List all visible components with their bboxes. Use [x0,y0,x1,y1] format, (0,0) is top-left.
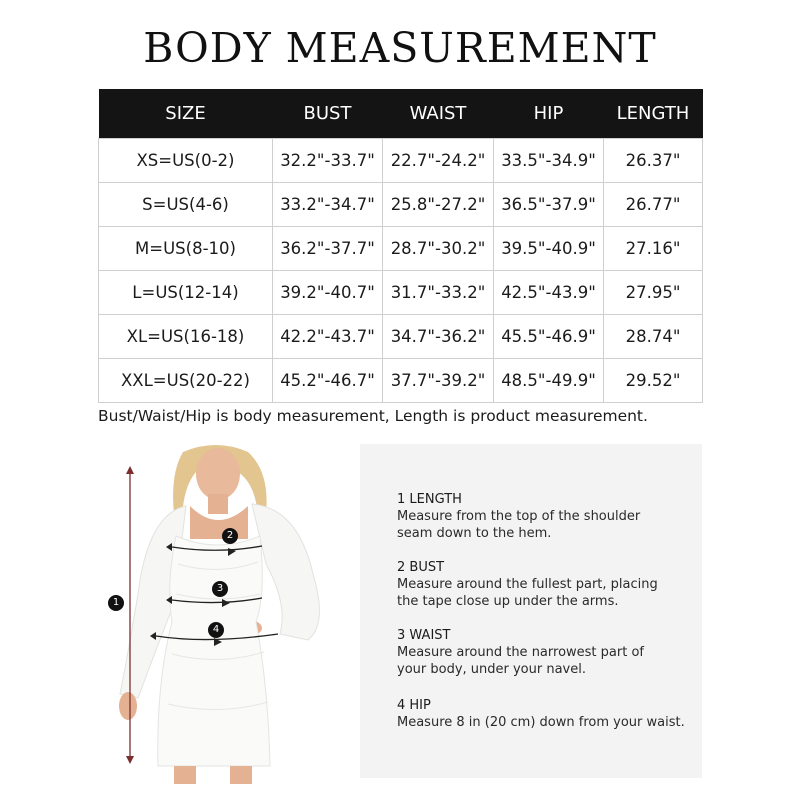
step-bust [397,559,697,610]
dress-illustration [98,444,360,784]
step-desc-line: Measure around the narrowest part of [397,645,644,660]
cell-length: 27.95" [604,271,703,315]
step-desc-line: the tape close up under the arms. [397,594,619,609]
cell-waist: 25.8"-27.2" [383,183,494,227]
cell-hip: 33.5"-34.9" [494,139,604,183]
cell-bust: 33.2"-34.7" [273,183,383,227]
header-length: LENGTH [604,89,703,139]
table-row [99,315,703,359]
header-hip: HIP [494,89,604,139]
marker-2-badge: 2 [222,528,238,544]
step-waist [397,627,697,678]
step-title: 4 HIP [397,698,431,713]
cell-bust: 45.2"-46.7" [273,359,383,403]
step-desc-line: Measure around the fullest part, placing [397,577,658,592]
cell-bust: 39.2"-40.7" [273,271,383,315]
measurement-note: Bust/Waist/Hip is body measurement, Length is product measurement. [98,407,648,425]
cell-hip: 39.5"-40.9" [494,227,604,271]
cell-length: 26.77" [604,183,703,227]
cell-hip: 42.5"-43.9" [494,271,604,315]
cell-size: XXL=US(20-22) [99,359,273,403]
cell-waist: 34.7"-36.2" [383,315,494,359]
cell-size: S=US(4-6) [99,183,273,227]
cell-waist: 28.7"-30.2" [383,227,494,271]
cell-size: L=US(12-14) [99,271,273,315]
table-row [99,183,703,227]
table-header-row [99,89,703,139]
step-title: 1 LENGTH [397,492,462,507]
table-row [99,359,703,403]
marker-1-badge: 1 [108,595,124,611]
header-waist: WAIST [383,89,494,139]
cell-waist: 22.7"-24.2" [383,139,494,183]
cell-length: 28.74" [604,315,703,359]
marker-3-badge: 3 [212,581,228,597]
cell-waist: 31.7"-33.2" [383,271,494,315]
cell-hip: 36.5"-37.9" [494,183,604,227]
cell-length: 29.52" [604,359,703,403]
cell-size: XS=US(0-2) [99,139,273,183]
cell-bust: 36.2"-37.7" [273,227,383,271]
cell-length: 27.16" [604,227,703,271]
cell-hip: 48.5"-49.9" [494,359,604,403]
step-hip [397,697,697,731]
step-desc-line: Measure 8 in (20 cm) down from your waist. [397,715,685,730]
cell-size: XL=US(16-18) [99,315,273,359]
cell-size: M=US(8-10) [99,227,273,271]
step-desc-line: your body, under your navel. [397,662,586,677]
cell-length: 26.37" [604,139,703,183]
table-row [99,139,703,183]
table-row [99,227,703,271]
step-desc-line: Measure from the top of the shoulder [397,509,641,524]
header-bust: BUST [273,89,383,139]
cell-waist: 37.7"-39.2" [383,359,494,403]
header-size: SIZE [99,89,273,139]
instructions-panel [360,444,702,778]
step-title: 3 WAIST [397,628,451,643]
cell-hip: 45.5"-46.9" [494,315,604,359]
model-figure [98,444,360,784]
size-chart-table [98,89,703,403]
step-title: 2 BUST [397,560,445,575]
cell-bust: 32.2"-33.7" [273,139,383,183]
cell-bust: 42.2"-43.7" [273,315,383,359]
page-title: BODY MEASUREMENT [143,24,657,72]
step-desc-line: seam down to the hem. [397,526,552,541]
step-length [397,491,697,542]
marker-4-badge: 4 [208,622,224,638]
table-row [99,271,703,315]
